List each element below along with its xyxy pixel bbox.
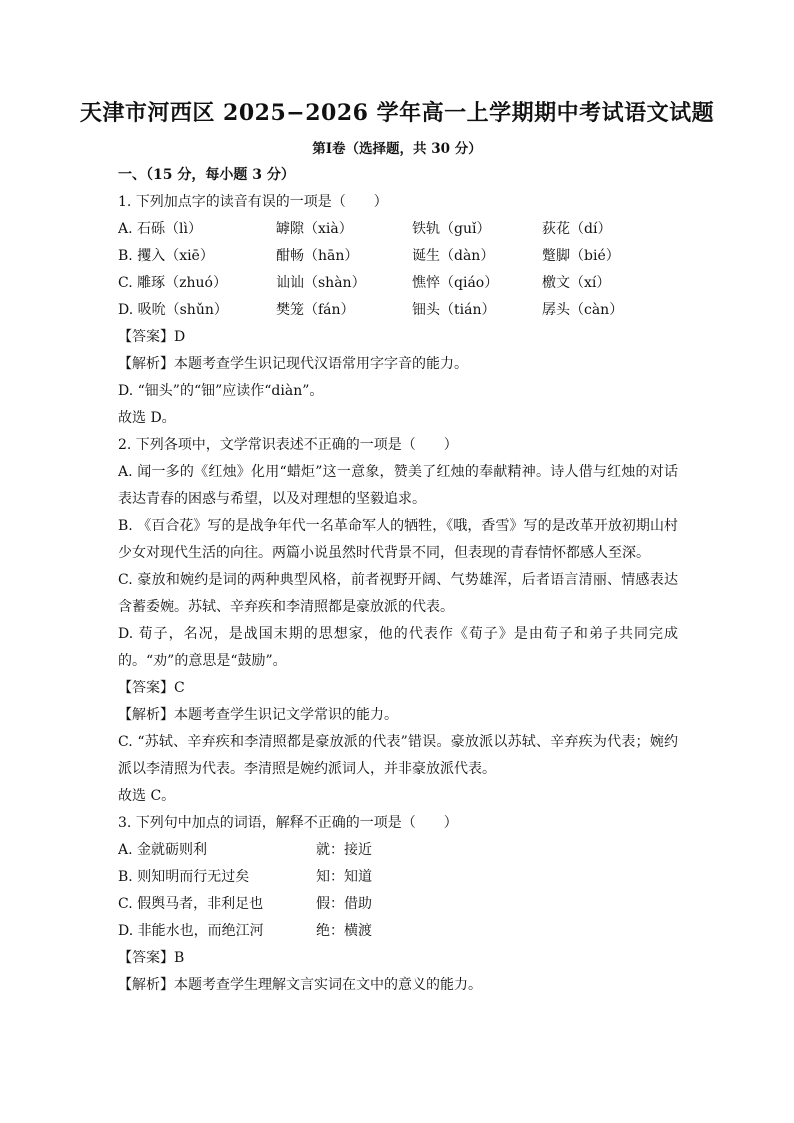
question-3-answer: 【答案】B [118,950,185,966]
question-2-conclusion: 故选 C。 [118,788,176,804]
option-gloss: 就：接近 [316,842,372,858]
option-phrase: D. 非能水也，而绝江河 [118,923,264,939]
option-phrase: B. 则知明而行无过矣 [118,869,250,885]
option-cell: 钿头（tián） [412,302,496,318]
option-cell: D. 吸吮（shǔn） [118,302,228,318]
option-cell: 蹩脚（bié） [542,248,620,264]
option-cell: A. 石砾（lì） [118,221,202,237]
question-1-option-d [118,297,678,324]
question-1-option-b [118,243,678,270]
document-body [118,162,678,999]
option-cell: 檄文（xí） [542,275,611,291]
option-gloss: 绝：横渡 [316,923,372,939]
question-2-option-b: B. 《百合花》写的是战争年代一名革命军人的牺牲，《哦，香雪》写的是改革开放初期山村少女对现代生活的向往。两篇小说虽然时代背景不同，但表现的青春情怀都感人至深。 [118,518,678,561]
question-3-option-b [118,864,678,891]
question-2-stem: 2. 下列各项中，文学常识表述不正确的一项是（ ） [118,437,458,453]
option-cell: 荻花（dí） [542,221,612,237]
question-3-option-c [118,891,678,918]
question-1-option-c [118,270,678,297]
question-2-detail: C. “苏轼、辛弃疾和李清照都是豪放派的代表”错误。豪放派以苏轼、辛弃疾为代表；婉约派以李清照为代表。李清照是婉约派词人，并非豪放派代表。 [118,734,678,777]
question-3-stem: 3. 下列句中加点的词语，解释不正确的一项是（ ） [118,815,458,831]
question-1-detail: D. “钿头”的“钿”应读作“diàn”。 [118,383,324,399]
option-cell: 罅隙（xià） [276,221,353,237]
option-cell: 讪讪（shàn） [276,275,366,291]
option-gloss: 知：知道 [316,869,372,885]
section-heading: 一、（15 分，每小题 3 分） [118,167,295,183]
question-1-option-a [118,216,678,243]
option-cell: C. 雕琢（zhuó） [118,275,227,291]
question-1-conclusion: 故选 D。 [118,410,176,426]
question-3-analysis: 【解析】本题考查学生理解文言实词在文中的意义的能力。 [118,977,482,993]
question-1-answer: 【答案】D [118,329,186,345]
question-2-option-d: D. 荀子，名况，是战国末期的思想家，他的代表作《荀子》是由荀子和弟子共同完成的。“劝”的意思是“鼓励”。 [118,626,678,669]
question-3-option-a [118,837,678,864]
option-cell: 孱头（càn） [542,302,624,318]
question-2-answer: 【答案】C [118,680,185,696]
option-gloss: 假：借助 [316,896,372,912]
question-1-analysis: 【解析】本题考查学生识记现代汉语常用字字音的能力。 [118,356,468,372]
question-2-option-c: C. 豪放和婉约是词的两种典型风格，前者视野开阔、气势雄浑，后者语言清丽、情感表达含蓄委婉。苏轼、辛弃疾和李清照都是豪放派的代表。 [118,572,678,615]
question-2-option-a: A. 闻一多的《红烛》化用“蜡炬”这一意象，赞美了红烛的奉献精神。诗人借与红烛的对话表达青春的困惑与希望，以及对理想的坚毅追求。 [118,464,678,507]
option-cell: 憔悴（qiáo） [412,275,499,291]
document-title: 天津市河西区 2025−2026 学年高一上学期期中考试语文试题 [79,100,715,126]
option-phrase: A. 金就砺则利 [118,842,208,858]
question-2-analysis: 【解析】本题考查学生识记文学常识的能力。 [118,707,398,723]
question-3-option-d [118,918,678,945]
option-cell: 铁轨（guǐ） [412,221,491,237]
question-1-stem: 1. 下列加点字的读音有误的一项是（ ） [118,194,388,210]
section-subtitle: 第Ⅰ卷（选择题，共 30 分） [312,141,482,157]
option-cell: 酣畅（hān） [276,248,359,264]
option-cell: 樊笼（fán） [276,302,355,318]
option-cell: B. 攫入（xiē） [118,248,214,264]
option-cell: 诞生（dàn） [412,248,495,264]
option-phrase: C. 假舆马者，非利足也 [118,896,264,912]
